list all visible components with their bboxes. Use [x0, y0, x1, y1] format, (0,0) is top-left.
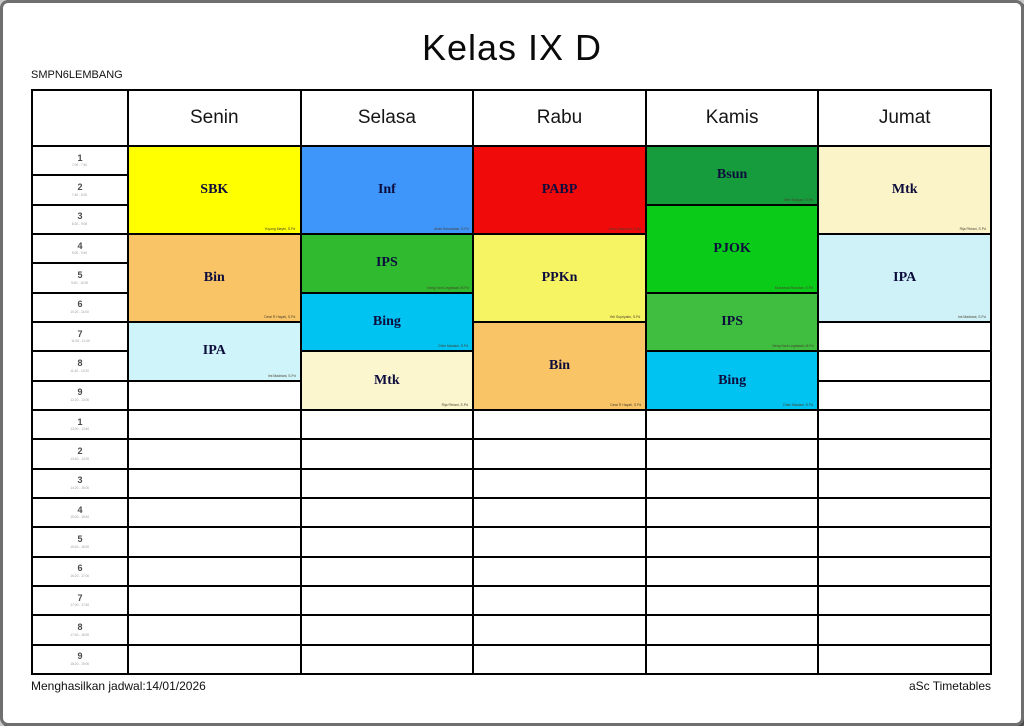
- period-number: 6: [77, 299, 83, 310]
- empty-slot: [474, 411, 645, 438]
- period-time: 15:40 - 16:20: [70, 544, 90, 549]
- period-cell: [33, 323, 127, 350]
- subject-label: IPA: [202, 343, 226, 359]
- empty-slot: [819, 646, 990, 673]
- empty-slot: [302, 646, 473, 673]
- period-number: 8: [77, 621, 83, 632]
- empty-slot: [302, 528, 473, 555]
- empty-slot: [129, 587, 300, 614]
- period-cell: [33, 470, 127, 497]
- period-number: 5: [77, 269, 83, 280]
- subject-label: Bsun: [716, 167, 748, 183]
- teacher-label: Rija Fitriani, S.Pd: [959, 226, 986, 231]
- teacher-label: Neng Nani Legiawati, M.Pd: [426, 285, 469, 290]
- subject-label: PABP: [541, 182, 578, 197]
- period-number: 5: [77, 533, 83, 544]
- empty-slot: [647, 528, 818, 555]
- period-cell: [33, 499, 127, 526]
- empty-slot: [129, 499, 300, 526]
- empty-slot: [647, 499, 818, 526]
- period-cell: [33, 264, 127, 291]
- empty-slot: [474, 470, 645, 497]
- empty-slot: [129, 646, 300, 673]
- teacher-label: Rija Fitriani, S.Pd: [441, 402, 469, 407]
- empty-slot: [819, 440, 990, 467]
- empty-slot: [129, 528, 300, 555]
- period-time: 14:20 - 15:00: [70, 485, 90, 490]
- asc-timetables-credit: aSc Timetables: [908, 679, 991, 693]
- period-time: 9:00 - 9:40: [72, 251, 88, 256]
- empty-slot: [819, 352, 990, 379]
- empty-slot: [819, 587, 990, 614]
- subject-label: Bin: [203, 270, 225, 285]
- timetable-grid: [31, 89, 992, 675]
- empty-slot: [647, 646, 818, 673]
- empty-slot: [129, 616, 300, 643]
- empty-slot: [647, 411, 818, 438]
- day-header-selasa: Selasa: [302, 91, 473, 145]
- empty-slot: [129, 470, 300, 497]
- empty-slot: [647, 616, 818, 643]
- day-header-kamis: Kamis: [647, 91, 818, 145]
- subject-label: Mtk: [374, 372, 400, 388]
- subject-label: PJOK: [713, 240, 751, 256]
- period-cell: [33, 382, 127, 409]
- empty-slot: [302, 411, 473, 438]
- page-title: Kelas IX D: [421, 27, 603, 68]
- lesson-block-pabp: [474, 147, 645, 233]
- lesson-block-ipa: [129, 323, 300, 380]
- period-cell: [33, 440, 127, 467]
- empty-slot: [302, 558, 473, 585]
- empty-slot: [819, 499, 990, 526]
- empty-slot: [474, 616, 645, 643]
- period-number: 7: [77, 328, 83, 339]
- teacher-label: Asep Saepudin, S.Ag: [608, 226, 641, 231]
- teacher-label: Andri Kusnandar, S.Pd: [433, 226, 469, 231]
- empty-slot: [474, 587, 645, 614]
- empty-slot: [474, 558, 645, 585]
- day-header-senin: Senin: [129, 91, 300, 145]
- period-cell: [33, 206, 127, 233]
- period-number: 4: [77, 504, 83, 515]
- teacher-label: Dhini Maulani, S.Pd: [438, 344, 469, 349]
- period-cell: [33, 646, 127, 673]
- period-number: 2: [77, 181, 83, 192]
- period-number: 2: [77, 445, 83, 456]
- period-time: 12:20 - 13:00: [70, 397, 90, 402]
- empty-slot: [302, 587, 473, 614]
- period-cell: [33, 587, 127, 614]
- empty-slot: [302, 499, 473, 526]
- subject-label: IPS: [375, 255, 398, 271]
- empty-slot: [819, 558, 990, 585]
- period-time: 7:40 - 8:20: [72, 192, 88, 197]
- period-number: 4: [77, 240, 83, 251]
- period-time: 15:00 - 15:40: [70, 515, 90, 520]
- empty-slot: [819, 382, 990, 409]
- period-cell: [33, 294, 127, 321]
- generated-date: Menghasilkan jadwal:14/01/2026: [31, 679, 206, 693]
- empty-slot: [129, 382, 300, 409]
- school-name: SMPN6LEMBANG: [31, 69, 123, 81]
- empty-slot: [647, 587, 818, 614]
- teacher-label: Dhini Maulani, S.Pd: [783, 402, 814, 407]
- lesson-block-pjok: [647, 206, 818, 292]
- period-time: 17:00 - 17:40: [70, 603, 90, 608]
- empty-slot: [819, 323, 990, 350]
- empty-slot: [129, 558, 300, 585]
- period-cell: [33, 147, 127, 174]
- lesson-block-bing: [647, 352, 818, 409]
- subject-label: SBK: [200, 182, 229, 197]
- lesson-block-mtk: [819, 147, 990, 233]
- period-cell: [33, 558, 127, 585]
- subject-label: Bing: [372, 313, 401, 329]
- empty-slot: [302, 440, 473, 467]
- day-header-rabu: Rabu: [474, 91, 645, 145]
- subject-label: Inf: [377, 182, 396, 197]
- period-number: 6: [77, 563, 83, 574]
- lesson-block-inf: [302, 147, 473, 233]
- period-cell: [33, 176, 127, 203]
- period-number: 3: [77, 211, 83, 222]
- empty-slot: [474, 499, 645, 526]
- empty-slot: [647, 440, 818, 467]
- teacher-label: Yeti Supriyatin, S.Pd: [609, 314, 641, 319]
- subject-label: Mtk: [891, 182, 918, 197]
- lesson-block-ipa: [819, 235, 990, 321]
- period-time: 11:40 - 12:20: [70, 368, 90, 373]
- period-time: 7:00 - 7:40: [72, 163, 88, 168]
- lesson-block-ips: [302, 235, 473, 292]
- period-time: 17:40 - 18:20: [70, 632, 90, 637]
- period-time: 10:20 - 11:00: [70, 309, 90, 314]
- empty-slot: [474, 528, 645, 555]
- teacher-label: Neni Mulyani, S.Pd: [784, 197, 814, 202]
- teacher-label: Yuyung Maytri, S.Pd: [264, 226, 296, 231]
- period-time: 11:00 - 11:40: [70, 339, 90, 344]
- corner-cell: [33, 91, 127, 145]
- period-cell: [33, 352, 127, 379]
- period-time: 16:20 - 17:00: [70, 573, 90, 578]
- empty-slot: [302, 616, 473, 643]
- lesson-block-bsun: [647, 147, 818, 204]
- period-number: 7: [77, 592, 83, 603]
- empty-slot: [819, 470, 990, 497]
- subject-label: IPA: [893, 270, 917, 285]
- day-header-jumat: Jumat: [819, 91, 990, 145]
- lesson-block-sbk: [129, 147, 300, 233]
- subject-label: Bing: [718, 372, 747, 388]
- empty-slot: [647, 558, 818, 585]
- empty-slot: [819, 616, 990, 643]
- empty-slot: [129, 440, 300, 467]
- period-cell: [33, 616, 127, 643]
- subject-label: PPKn: [541, 270, 578, 285]
- empty-slot: [819, 528, 990, 555]
- teacher-label: Neng Nani Legiawati, M.Pd: [772, 344, 814, 349]
- lesson-block-mtk: [302, 352, 473, 409]
- lesson-block-ppkn: [474, 235, 645, 321]
- subject-label: IPS: [721, 313, 743, 329]
- period-number: 3: [77, 475, 83, 486]
- empty-slot: [819, 411, 990, 438]
- teacher-label: Imi Madriani, S.Pd: [267, 373, 296, 378]
- period-number: 9: [77, 387, 83, 398]
- empty-slot: [302, 470, 473, 497]
- empty-slot: [647, 470, 818, 497]
- empty-slot: [474, 440, 645, 467]
- period-cell: [33, 528, 127, 555]
- period-number: 8: [77, 357, 83, 368]
- period-number: 9: [77, 651, 83, 662]
- empty-slot: [129, 411, 300, 438]
- period-time: 8:20 - 9:00: [72, 221, 88, 226]
- period-cell: [33, 411, 127, 438]
- period-number: 1: [77, 152, 83, 163]
- teacher-label: Dewi R Hayati, S.Pd: [264, 314, 296, 319]
- subject-label: Bin: [548, 358, 570, 373]
- period-time: 18:20 - 19:00: [70, 661, 90, 666]
- period-time: 13:00 - 13:40: [70, 427, 90, 432]
- teacher-label: Imi Madriani, S.Pd: [958, 314, 986, 319]
- teacher-label: Muhamad Ramdan, S.Pd: [775, 285, 814, 290]
- lesson-block-bing: [302, 294, 473, 351]
- period-cell: [33, 235, 127, 262]
- empty-slot: [474, 646, 645, 673]
- lesson-block-bin: [474, 323, 645, 409]
- period-time: 13:40 - 14:20: [70, 456, 90, 461]
- period-time: 9:40 - 10:20: [71, 280, 89, 285]
- lesson-block-ips: [647, 294, 818, 351]
- teacher-label: Dewi R Hayati, S.Pd: [609, 402, 641, 407]
- lesson-block-bin: [129, 235, 300, 321]
- period-number: 1: [77, 416, 83, 427]
